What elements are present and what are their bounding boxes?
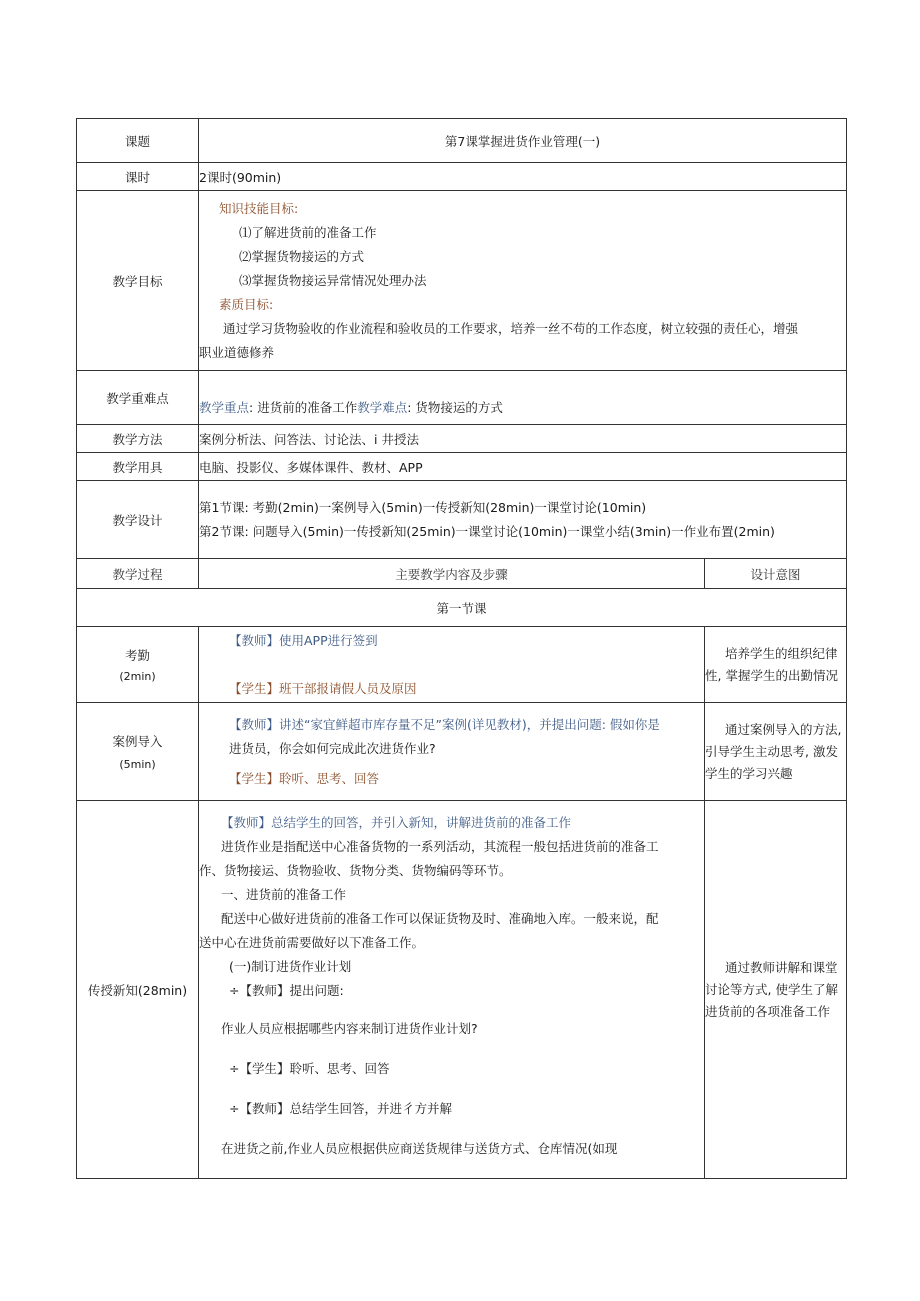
- objective-item-3: ⑶掌握货物接运异常情况处理办法: [239, 272, 427, 288]
- case-intro-student: 【学生】聆听、思考、回答: [229, 770, 380, 786]
- new-knowledge-para2-line-2: 送中心在进货前需要做好以下准备工作。: [199, 935, 425, 950]
- key-points-row: [77, 371, 847, 425]
- methods-label: 教学方法: [77, 425, 199, 453]
- difficulty-title: 教学难点: [357, 399, 408, 415]
- topic-label: 课题: [77, 119, 199, 163]
- new-knowledge-heading-1: 一、进货前的准备工作: [221, 887, 347, 902]
- methods-value: 案例分析法、问答法、讨论法、i 井授法: [199, 425, 847, 453]
- objectives-label: 教学目标: [77, 191, 199, 371]
- attendance-student: 【学生】班干部报请假人员及原因: [229, 680, 417, 696]
- attendance-intent: [705, 627, 847, 703]
- process-header-content: 主要教学内容及步骤: [199, 559, 705, 589]
- case-intro-label: 案例导入: [112, 734, 163, 749]
- process-header-row: [77, 559, 847, 589]
- lesson-plan-table: [76, 118, 847, 1179]
- design-row: [77, 481, 847, 559]
- attendance-content: [199, 627, 705, 703]
- methods-row: [77, 425, 847, 453]
- hours-value: 2课时(90min): [199, 163, 847, 191]
- case-intro-intent-line-1: 通过案例导入的方法,: [725, 721, 842, 737]
- attendance-row: [77, 627, 847, 703]
- new-knowledge-content: [199, 801, 705, 1179]
- tools-label: 教学用具: [77, 453, 199, 481]
- difficulty-text: : 货物接运的方式: [407, 399, 503, 415]
- objective-item-2: ⑵掌握货物接运的方式: [239, 248, 365, 264]
- attendance-intent-line-1: 培养学生的组织纪律: [725, 645, 838, 661]
- key-points-content: [199, 371, 847, 425]
- new-knowledge-label: 传授新知(28min): [87, 982, 188, 998]
- tools-row: [77, 453, 847, 481]
- new-knowledge-intent: [705, 801, 847, 1179]
- section-title: 第一节课: [77, 589, 847, 627]
- objective-item-1: ⑴了解进货前的准备工作: [239, 224, 377, 240]
- knowledge-objective-title: 知识技能目标:: [219, 200, 299, 216]
- objectives-content: [199, 191, 847, 371]
- hours-label: 课时: [77, 163, 199, 191]
- key-point-title: 教学重点: [199, 399, 250, 415]
- attendance-label: 考勤: [124, 648, 150, 663]
- new-knowledge-intent-line-1: 通过教师讲解和课堂: [725, 959, 838, 975]
- key-point-text: : 进货前的准备工作: [249, 399, 358, 415]
- design-label: 教学设计: [77, 481, 199, 559]
- lesson-title: 第7课掌握进货作业管理(一): [199, 119, 847, 163]
- lesson-1-flow: 第1节课: 考勤(2min)一案例导入(5min)一传授新知(28min)一课堂讨论(10min): [199, 499, 647, 515]
- case-intro-teacher-line-2: 进货员，你会如何完成此次进货作业?: [229, 740, 436, 756]
- new-knowledge-teacher-explain: ÷【教师】总结学生回答，并进彳方并解: [229, 1101, 452, 1116]
- new-knowledge-para1-line-2: 作、货物接运、货物验收、货物分类、货物编码等环节。: [199, 863, 512, 878]
- quality-objective-line-1: 通过学习货物验收的作业流程和验收员的工作要求，培养一丝不苟的工作态度，树立较强的责任心，增强: [223, 320, 799, 336]
- attendance-stage: [77, 627, 199, 703]
- new-knowledge-question: 作业人员应根据哪些内容来制订进货作业计划?: [221, 1021, 478, 1036]
- case-intro-time: (5min): [119, 758, 156, 771]
- new-knowledge-teacher-summary: 【教师】总结学生的回答，并引入新知，讲解进货前的准备工作: [221, 815, 572, 830]
- new-knowledge-student-answer: ÷【学生】聆听、思考、回答: [229, 1061, 390, 1076]
- quality-objective-title: 素质目标:: [219, 296, 274, 312]
- lesson-2-flow: 第2节课: 问题导入(5min)一传授新知(25min)一课堂讨论(10min)一课堂小结(3min)一作业布置(2min): [199, 523, 775, 539]
- new-knowledge-intent-line-3: 进货前的各项准备工作: [705, 1003, 831, 1019]
- new-knowledge-para3: 在进货之前,作业人员应根据供应商送货规律与送货方式、仓库情况(如现: [221, 1141, 618, 1156]
- key-points-label: 教学重难点: [77, 371, 199, 425]
- new-knowledge-row: [77, 801, 847, 1179]
- case-intro-row: [77, 703, 847, 801]
- new-knowledge-teacher-ask: ÷【教师】提出问题:: [229, 983, 344, 998]
- case-intro-intent-line-2: 引导学生主动思考, 激发: [705, 743, 838, 759]
- case-intro-content: [199, 703, 705, 801]
- new-knowledge-stage: [77, 801, 199, 1179]
- tools-value: 电脑、投影仪、多媒体课件、教材、APP: [199, 453, 847, 481]
- case-intro-teacher-line-1: 【教师】讲述“家宜鲜超市库存量不足”案例(详见教材)，并提出问题: 假如你是: [229, 716, 660, 732]
- case-intro-intent: [705, 703, 847, 801]
- section-row: [77, 589, 847, 627]
- new-knowledge-intent-line-2: 讨论等方式, 使学生了解: [705, 981, 838, 997]
- attendance-teacher: 【教师】使用APP进行签到: [229, 632, 378, 648]
- process-header-intent: 设计意图: [705, 559, 847, 589]
- attendance-intent-line-2: 性, 掌握学生的出勤情况: [705, 667, 838, 683]
- objectives-row: [77, 191, 847, 371]
- quality-objective-line-2: 职业道德修养: [199, 344, 275, 360]
- new-knowledge-para1-line-1: 进货作业是指配送中心准备货物的一系列活动，其流程一般包括进货前的准备工: [221, 839, 659, 854]
- new-knowledge-para2-line-1: 配送中心做好进货前的准备工作可以保证货物及时、准确地入库。一般来说，配: [221, 911, 659, 926]
- process-header-stage: 教学过程: [77, 559, 199, 589]
- case-intro-stage: [77, 703, 199, 801]
- new-knowledge-sub-1: (一)制订进货作业计划: [229, 959, 352, 974]
- attendance-time: (2min): [119, 670, 156, 683]
- topic-row: [77, 119, 847, 163]
- hours-row: [77, 163, 847, 191]
- case-intro-intent-line-3: 学生的学习兴趣: [705, 765, 793, 781]
- design-content: [199, 481, 847, 559]
